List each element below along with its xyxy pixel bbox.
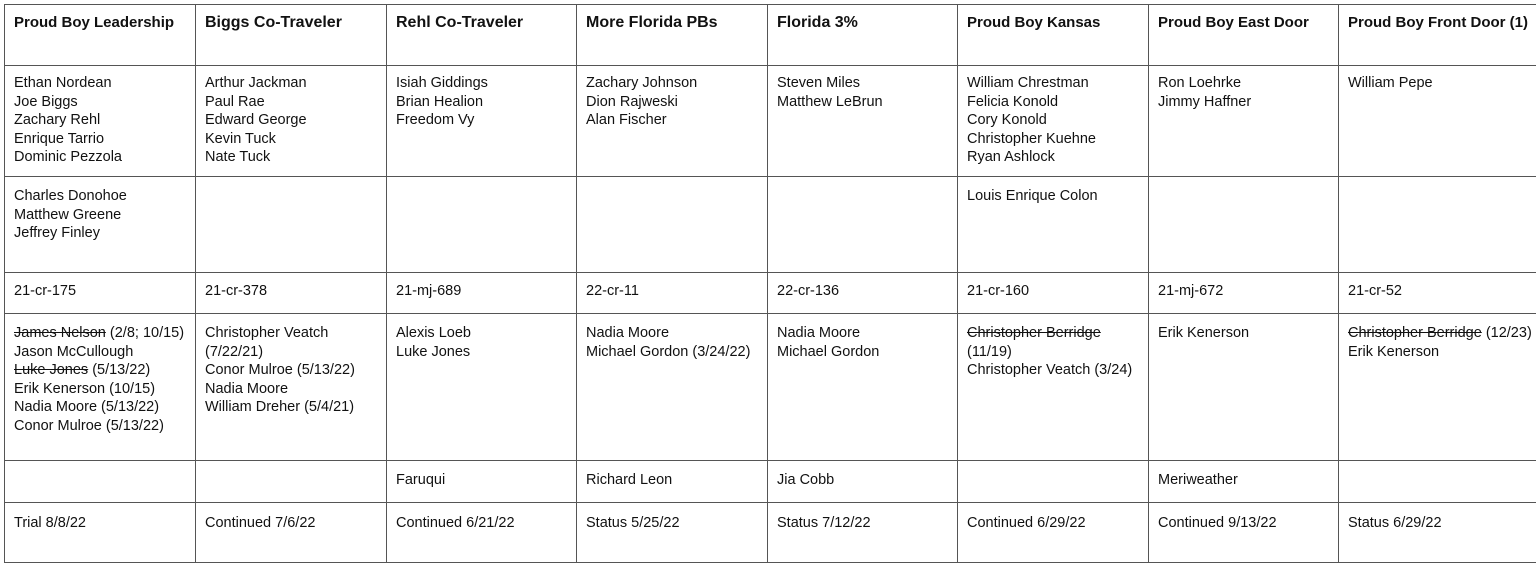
prosecutor-entry: Michael Gordon (3/24/22) xyxy=(586,343,758,362)
defendant-name: Louis Enrique Colon xyxy=(967,187,1139,206)
judge-name xyxy=(5,461,196,503)
defendant-name: William Chrestman xyxy=(967,74,1139,93)
case-number: 21-cr-160 xyxy=(958,273,1149,314)
defendant-name: Jimmy Haffner xyxy=(1158,93,1329,112)
defendant-name: Ethan Nordean xyxy=(14,74,186,93)
judge-row xyxy=(5,461,1536,503)
prosecutors-row xyxy=(5,314,1536,461)
defendant-name: Jeffrey Finley xyxy=(14,224,186,243)
prosecutor-entry: Luke Jones (5/13/22) xyxy=(14,361,186,380)
prosecutor-entry: Luke Jones xyxy=(396,343,567,362)
judge-name xyxy=(196,461,387,503)
defendant-name: Matthew LeBrun xyxy=(777,93,948,112)
prosecutor-entry: James Nelson (2/8; 10/15) xyxy=(14,324,186,343)
defendants-cell xyxy=(196,66,387,177)
prosecutor-entry: Christopher Veatch (7/22/21) xyxy=(205,324,377,361)
withdrawn-prosecutor: Luke Jones xyxy=(14,362,88,378)
judge-name xyxy=(1339,461,1536,503)
prosecutors-cell xyxy=(1149,314,1339,461)
additional-defendants-cell xyxy=(577,177,768,273)
prosecutor-entry: Erik Kenerson (10/15) xyxy=(14,380,186,399)
prosecutor-entry: William Dreher (5/4/21) xyxy=(205,398,377,417)
defendant-name: Joe Biggs xyxy=(14,93,186,112)
defendant-name: Charles Donohoe xyxy=(14,187,186,206)
prosecutors-cell xyxy=(958,314,1149,461)
defendant-name: Edward George xyxy=(205,111,377,130)
column-header: Biggs Co-Traveler xyxy=(196,5,387,66)
case-status: Continued 6/21/22 xyxy=(387,503,577,563)
defendant-name: Felicia Konold xyxy=(967,93,1139,112)
defendant-name: Matthew Greene xyxy=(14,206,186,225)
case-number: 21-cr-378 xyxy=(196,273,387,314)
defendant-name: Enrique Tarrio xyxy=(14,130,186,149)
judge-name: Meriweather xyxy=(1149,461,1339,503)
case-status: Continued 6/29/22 xyxy=(958,503,1149,563)
column-header: Proud Boy Kansas xyxy=(958,5,1149,66)
defendant-name: William Pepe xyxy=(1348,74,1536,93)
case-number: 21-cr-52 xyxy=(1339,273,1536,314)
case-number: 22-cr-136 xyxy=(768,273,958,314)
judge-name xyxy=(958,461,1149,503)
case-status: Status 6/29/22 xyxy=(1339,503,1536,563)
prosecutors-cell xyxy=(387,314,577,461)
additional-defendants-cell xyxy=(196,177,387,273)
prosecutors-cell xyxy=(768,314,958,461)
prosecutors-cell xyxy=(5,314,196,461)
prosecutor-entry: Christopher Berridge (11/19) xyxy=(967,324,1139,361)
defendants-cell xyxy=(1149,66,1339,177)
defendant-name: Brian Healion xyxy=(396,93,567,112)
defendant-name: Kevin Tuck xyxy=(205,130,377,149)
prosecutors-cell xyxy=(577,314,768,461)
header-row xyxy=(5,5,1536,66)
column-header: Rehl Co-Traveler xyxy=(387,5,577,66)
additional-defendants-row xyxy=(5,177,1536,273)
withdrawn-prosecutor: James Nelson xyxy=(14,325,106,341)
prosecutor-entry: Nadia Moore xyxy=(777,324,948,343)
defendant-name: Dion Rajweski xyxy=(586,93,758,112)
withdrawn-prosecutor: Christopher Berridge xyxy=(967,325,1101,341)
additional-defendants-cell xyxy=(768,177,958,273)
judge-name: Jia Cobb xyxy=(768,461,958,503)
withdrawn-prosecutor: Christopher Berridge xyxy=(1348,325,1482,341)
defendants-cell xyxy=(387,66,577,177)
prosecutors-cell xyxy=(196,314,387,461)
column-header: Proud Boy East Door xyxy=(1149,5,1339,66)
defendant-name: Paul Rae xyxy=(205,93,377,112)
prosecutor-entry: Jason McCullough xyxy=(14,343,186,362)
case-tracking-table xyxy=(4,4,1536,563)
defendant-name: Steven Miles xyxy=(777,74,948,93)
additional-defendants-cell xyxy=(1339,177,1536,273)
case-status: Trial 8/8/22 xyxy=(5,503,196,563)
prosecutor-entry: Nadia Moore xyxy=(205,380,377,399)
judge-name: Richard Leon xyxy=(577,461,768,503)
defendant-name: Alan Fischer xyxy=(586,111,758,130)
defendant-name: Zachary Johnson xyxy=(586,74,758,93)
status-row xyxy=(5,503,1536,563)
column-header: Florida 3% xyxy=(768,5,958,66)
additional-defendants-cell xyxy=(1149,177,1339,273)
case-status: Continued 7/6/22 xyxy=(196,503,387,563)
additional-defendants-cell xyxy=(5,177,196,273)
prosecutor-entry: Erik Kenerson xyxy=(1348,343,1536,362)
defendants-cell xyxy=(768,66,958,177)
column-header: Proud Boy Front Door (1) xyxy=(1339,5,1536,66)
prosecutor-entry: Conor Mulroe (5/13/22) xyxy=(14,417,186,436)
additional-defendants-cell xyxy=(958,177,1149,273)
prosecutor-entry: Christopher Berridge (12/23) xyxy=(1348,324,1536,343)
defendant-name: Ron Loehrke xyxy=(1158,74,1329,93)
prosecutor-entry: Erik Kenerson xyxy=(1158,324,1329,343)
defendant-name: Ryan Ashlock xyxy=(967,148,1139,167)
case-number-row xyxy=(5,273,1536,314)
case-status: Status 5/25/22 xyxy=(577,503,768,563)
defendants-cell xyxy=(5,66,196,177)
case-number: 21-cr-175 xyxy=(5,273,196,314)
defendant-name: Arthur Jackman xyxy=(205,74,377,93)
defendants-cell xyxy=(958,66,1149,177)
case-number: 21-mj-672 xyxy=(1149,273,1339,314)
case-status: Continued 9/13/22 xyxy=(1149,503,1339,563)
defendants-cell xyxy=(577,66,768,177)
column-header: More Florida PBs xyxy=(577,5,768,66)
prosecutor-entry: Alexis Loeb xyxy=(396,324,567,343)
column-header: Proud Boy Leadership xyxy=(5,5,196,66)
defendant-name: Freedom Vy xyxy=(396,111,567,130)
prosecutor-entry: Nadia Moore xyxy=(586,324,758,343)
defendant-name: Cory Konold xyxy=(967,111,1139,130)
defendants-cell xyxy=(1339,66,1536,177)
prosecutor-entry: Nadia Moore (5/13/22) xyxy=(14,398,186,417)
defendants-row xyxy=(5,66,1536,177)
defendant-name: Isiah Giddings xyxy=(396,74,567,93)
defendant-name: Christopher Kuehne xyxy=(967,130,1139,149)
prosecutor-entry: Michael Gordon xyxy=(777,343,948,362)
defendant-name: Dominic Pezzola xyxy=(14,148,186,167)
prosecutor-entry: Conor Mulroe (5/13/22) xyxy=(205,361,377,380)
prosecutor-entry: Christopher Veatch (3/24) xyxy=(967,361,1139,380)
case-number: 22-cr-11 xyxy=(577,273,768,314)
case-status: Status 7/12/22 xyxy=(768,503,958,563)
prosecutors-cell xyxy=(1339,314,1536,461)
defendant-name: Nate Tuck xyxy=(205,148,377,167)
judge-name: Faruqui xyxy=(387,461,577,503)
defendant-name: Zachary Rehl xyxy=(14,111,186,130)
additional-defendants-cell xyxy=(387,177,577,273)
case-number: 21-mj-689 xyxy=(387,273,577,314)
